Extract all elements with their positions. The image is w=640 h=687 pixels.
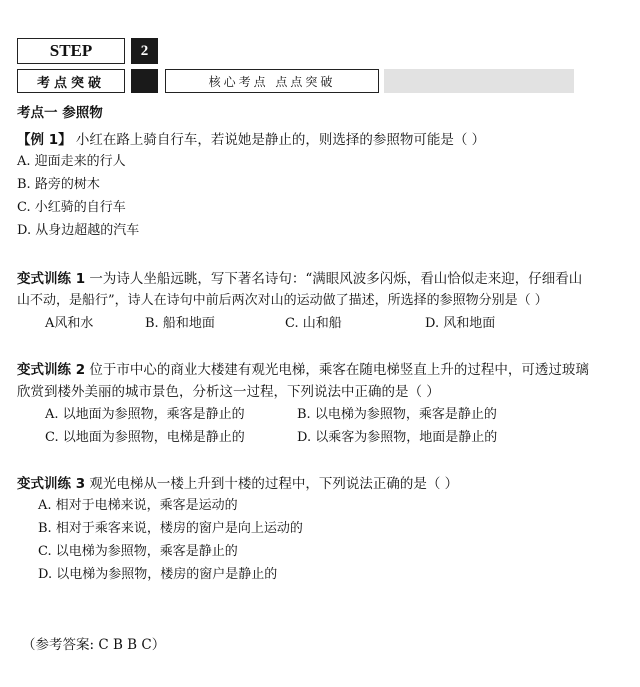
drill3-option-b: B. 相对于乘客来说，楼房的窗户是向上运动的 [38,521,303,536]
drill3-question [17,475,458,493]
drill1-text-line1: 一为诗人坐船远眺，写下著名诗句：“满眼风波多闪烁，看山恰似走来迎，仔细看山 [85,271,583,287]
section-divider-block [131,69,158,93]
drill3-option-c: C. 以电梯为参照物，乘客是静止的 [38,544,238,559]
example1-question-text: 小红在路上骑自行车，若说她是静止的，则选择的参照物可能是（ ） [71,132,486,148]
drill2-option-a: A. 以地面为参照物，乘客是静止的 [45,407,245,422]
drill3-option-d: D. 以电梯为参照物，楼房的窗户是静止的 [38,567,278,582]
drill2-text-line1: 位于市中心的商业大楼建有观光电梯，乘客在随电梯竖直上升的过程中，可透过玻璃 [85,362,589,378]
step-label: STEP [17,38,125,64]
example1-tag: 【例 1】 [17,132,72,148]
drill1-option-a: A风和水 [45,316,94,331]
drill2-line1 [17,361,589,379]
example1-option-a: A. 迎面走来的行人 [17,154,126,169]
drill1-option-d: D. 风和地面 [425,316,496,331]
example1-option-c: C. 小红骑的自行车 [17,200,126,215]
drill2-tag: 变式训练 2 [17,362,86,378]
drill2-line2: 欣赏到楼外美丽的城市景色，分析这一过程，下列说法中正确的是（ ） [17,384,440,400]
drill1-option-b: B. 船和地面 [145,316,215,331]
drill1-tag: 变式训练 1 [17,271,86,287]
drill2-option-c: C. 以地面为参照物，电梯是静止的 [45,430,245,445]
drill3-option-a: A. 相对于电梯来说，乘客是运动的 [38,498,238,513]
topic-title: 考点一 参照物 [17,105,103,121]
example1-option-b: B. 路旁的树木 [17,177,100,192]
drill2-option-d: D. 以乘客为参照物，地面是静止的 [297,430,498,445]
answer-key: （参考答案: C B B C） [22,637,166,653]
drill1-line2: 山不动，是船行”，诗人在诗句中前后两次对山的运动做了描述，所选择的参照物分别是（ ） [17,293,548,308]
drill1-option-c: C. 山和船 [285,316,342,331]
drill3-tag: 变式训练 3 [17,476,86,492]
section-gray-bar [384,69,574,93]
section-label: 考点突破 [17,69,125,93]
drill3-question-text: 观光电梯从一楼上升到十楼的过程中，下列说法正确的是（ ） [85,476,459,492]
example1-option-d: D. 从身边超越的汽车 [17,223,140,238]
drill1-line1 [17,270,582,288]
drill2-option-b: B. 以电梯为参照物，乘客是静止的 [297,407,497,422]
section-subtitle: 核心考点 点点突破 [165,69,379,93]
step-number: 2 [131,38,158,64]
example1-question [17,131,485,149]
